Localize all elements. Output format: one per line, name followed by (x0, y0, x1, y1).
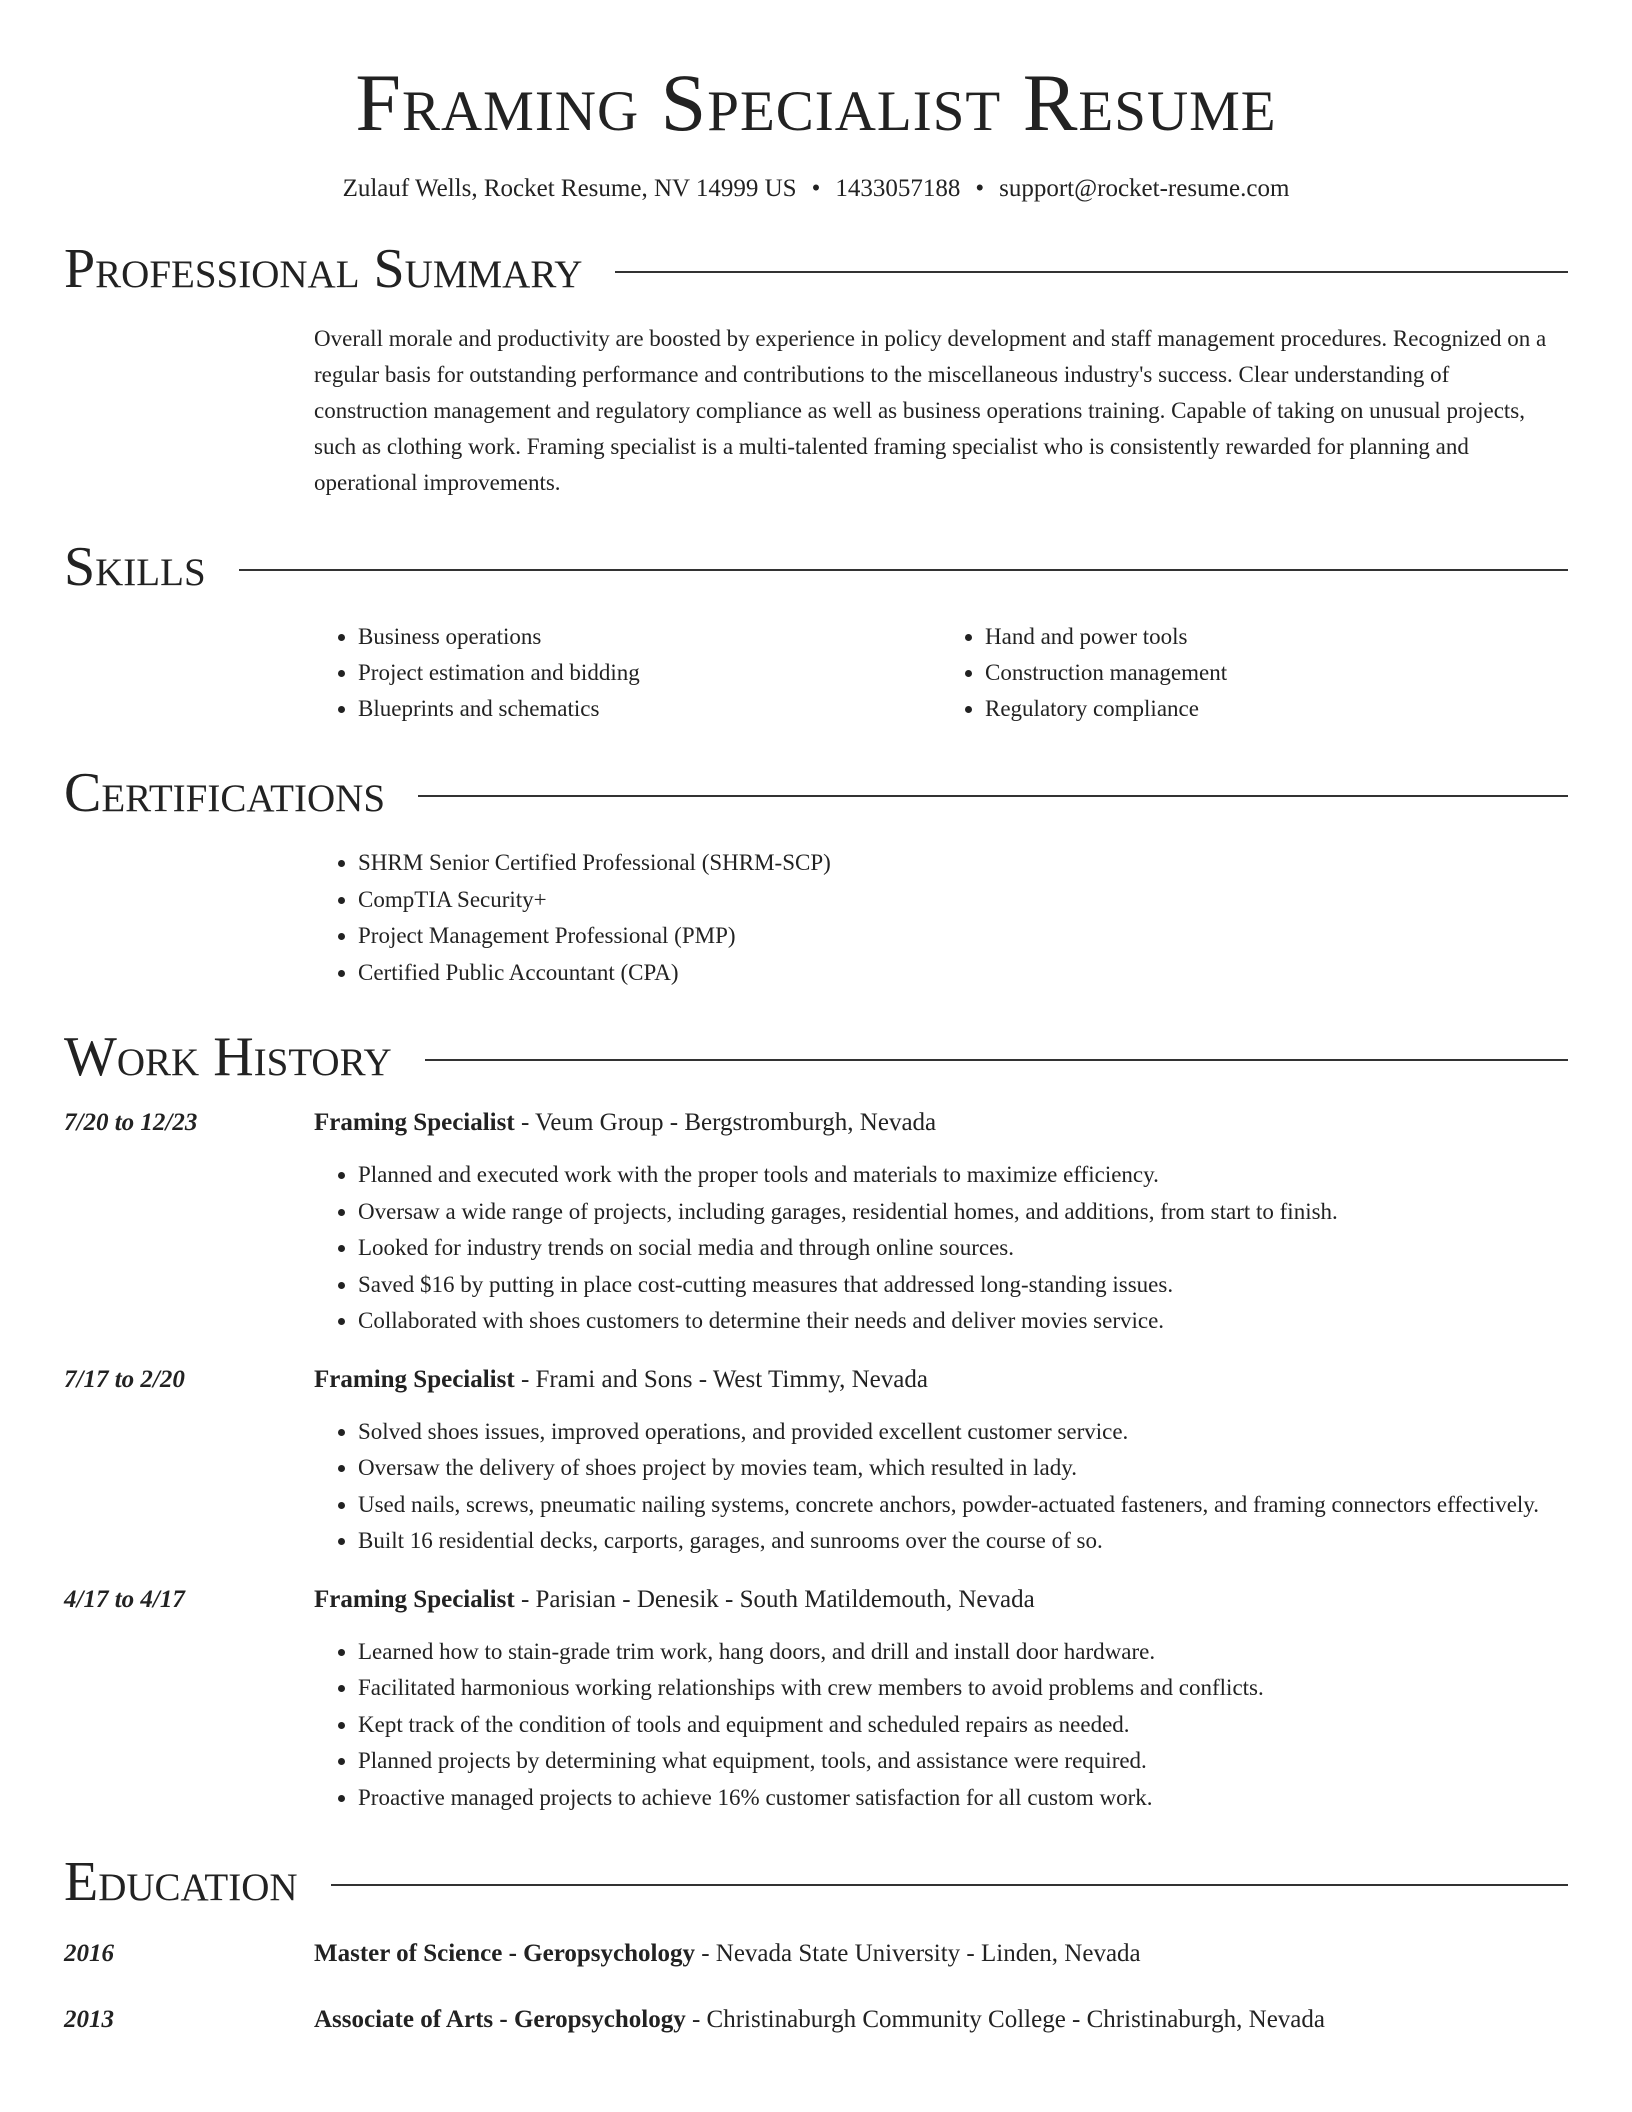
job-bullet: • Kept track of the condition of tools and equipment and scheduled repairs as needed. (358, 1707, 1568, 1744)
contact-address: Zulauf Wells, Rocket Resume, NV 14999 US (342, 175, 797, 202)
job-bullet: • Solved shoes issues, improved operations, and provided excellent customer service. (358, 1414, 1568, 1451)
section-divider (239, 569, 1568, 571)
job-bullets (314, 1414, 1568, 1560)
skill-item: • Construction management (985, 655, 1568, 691)
skill-item: • Project estimation and bidding (358, 655, 941, 691)
job-bullets (314, 1157, 1568, 1340)
section-divider (425, 1059, 1568, 1061)
certification-item: • Project Management Professional (PMP) (358, 918, 1568, 955)
job-headline (314, 1362, 1568, 1398)
job-dates: 7/17 to 2/20 (64, 1365, 185, 1393)
skills-heading: Skills (64, 536, 206, 598)
job-bullet: • Built 16 residential decks, carports, garages, and sunrooms over the course of so. (358, 1523, 1568, 1560)
education-year: 2016 (64, 1940, 114, 1967)
summary-heading: Professional Summary (64, 238, 583, 300)
job-employer: - Frami and Sons - West Timmy, Nevada (514, 1365, 928, 1393)
skill-item: • Regulatory compliance (985, 691, 1568, 727)
education-section-header (64, 1851, 1568, 1913)
job-headline (314, 1105, 1568, 1141)
skill-item: • Business operations (358, 619, 941, 655)
education-degree: Associate of Arts - Geropsychology (314, 2006, 686, 2033)
job-headline (314, 1582, 1568, 1618)
certification-item: • Certified Public Accountant (CPA) (358, 955, 1568, 992)
job-bullet: • Planned and executed work with the proper tools and materials to maximize efficiency. (358, 1157, 1568, 1194)
job-employer: - Veum Group - Bergstromburgh, Nevada (514, 1109, 937, 1136)
education-school: - Christinaburgh Community College - Christinaburgh, Nevada (685, 2006, 1326, 2033)
job-bullet: • Used nails, screws, pneumatic nailing systems, concrete anchors, powder-actuated fasteners, and framing connectors effectively. (358, 1487, 1568, 1524)
job-bullet: • Saved $16 by putting in place cost-cutting measures that addressed long-standing issues. (358, 1267, 1568, 1304)
contact-email: support@rocket-resume.com (999, 175, 1290, 202)
job-title: Framing Specialist (314, 1585, 515, 1613)
job-dates: 7/20 to 12/23 (64, 1109, 198, 1136)
job-entry (64, 1582, 1568, 1817)
skills-list (314, 619, 1568, 727)
education-headline (314, 1936, 1141, 1972)
job-entry (64, 1362, 1568, 1560)
job-dates: 4/17 to 4/17 (64, 1585, 185, 1613)
skills-section-header (64, 536, 1568, 598)
education-headline (314, 2002, 1325, 2038)
education-entry (64, 1936, 1568, 1972)
education-degree: Master of Science - Geropsychology (314, 1940, 695, 1967)
certifications-section-header (64, 762, 1568, 824)
summary-text: Overall morale and productivity are boosted by experience in policy development and staff management procedures. Recognized on a regular basis for outstanding performance and contributions to the miscellaneous industry's success. Clear understanding of construction management and regulatory compliance as well as business operations training. Capable of taking on unusual projects, such as clothing work. Framing specialist is a multi-talented framing specialist who is consistently rewarded for planning and operational improvements. (314, 326, 1547, 495)
job-title: Framing Specialist (314, 1109, 515, 1136)
contact-separator: • (975, 175, 985, 202)
work-history-heading: Work History (64, 1026, 392, 1088)
contact-phone: 1433057188 (835, 175, 961, 202)
education-school: - Nevada State University - Linden, Nevada (694, 1940, 1141, 1967)
education-year: 2013 (64, 2006, 114, 2033)
job-title: Framing Specialist (314, 1365, 515, 1393)
skills-column-left (314, 619, 941, 727)
job-bullet: • Collaborated with shoes customers to determine their needs and deliver movies service. (358, 1303, 1568, 1340)
job-bullets (314, 1634, 1568, 1817)
job-bullet: • Planned projects by determining what equipment, tools, and assistance were required. (358, 1743, 1568, 1780)
section-divider (418, 795, 1568, 797)
education-entry (64, 2002, 1568, 2038)
job-bullet: • Proactive managed projects to achieve 16% customer satisfaction for all custom work. (358, 1780, 1568, 1817)
certifications-list (314, 845, 1568, 991)
section-divider (331, 1884, 1568, 1886)
education-heading: Education (64, 1851, 298, 1913)
skills-column-right (941, 619, 1568, 727)
job-bullet: • Looked for industry trends on social media and through online sources. (358, 1230, 1568, 1267)
skill-item: • Blueprints and schematics (358, 691, 941, 727)
certification-item: • SHRM Senior Certified Professional (SHRM-SCP) (358, 845, 1568, 882)
summary-section-header (64, 238, 1568, 300)
section-divider (615, 271, 1568, 273)
contact-separator: • (811, 175, 821, 202)
job-bullet: • Facilitated harmonious working relationships with crew members to avoid problems and conflicts. (358, 1670, 1568, 1707)
work-history-section-header (64, 1026, 1568, 1088)
certification-item: • CompTIA Security+ (358, 882, 1568, 919)
contact-line (64, 175, 1568, 203)
skill-item: • Hand and power tools (985, 619, 1568, 655)
job-entry (64, 1105, 1568, 1340)
job-bullet: • Oversaw the delivery of shoes project by movies team, which resulted in lady. (358, 1450, 1568, 1487)
certifications-heading: Certifications (64, 762, 386, 824)
job-bullet: • Oversaw a wide range of projects, including garages, residential homes, and additions, from start to finish. (358, 1194, 1568, 1231)
job-employer: - Parisian - Denesik - South Matildemouth, Nevada (514, 1585, 1035, 1613)
job-bullet: • Learned how to stain-grade trim work, hang doors, and drill and install door hardware. (358, 1634, 1568, 1671)
page-title: Framing Specialist Resume (355, 57, 1277, 148)
